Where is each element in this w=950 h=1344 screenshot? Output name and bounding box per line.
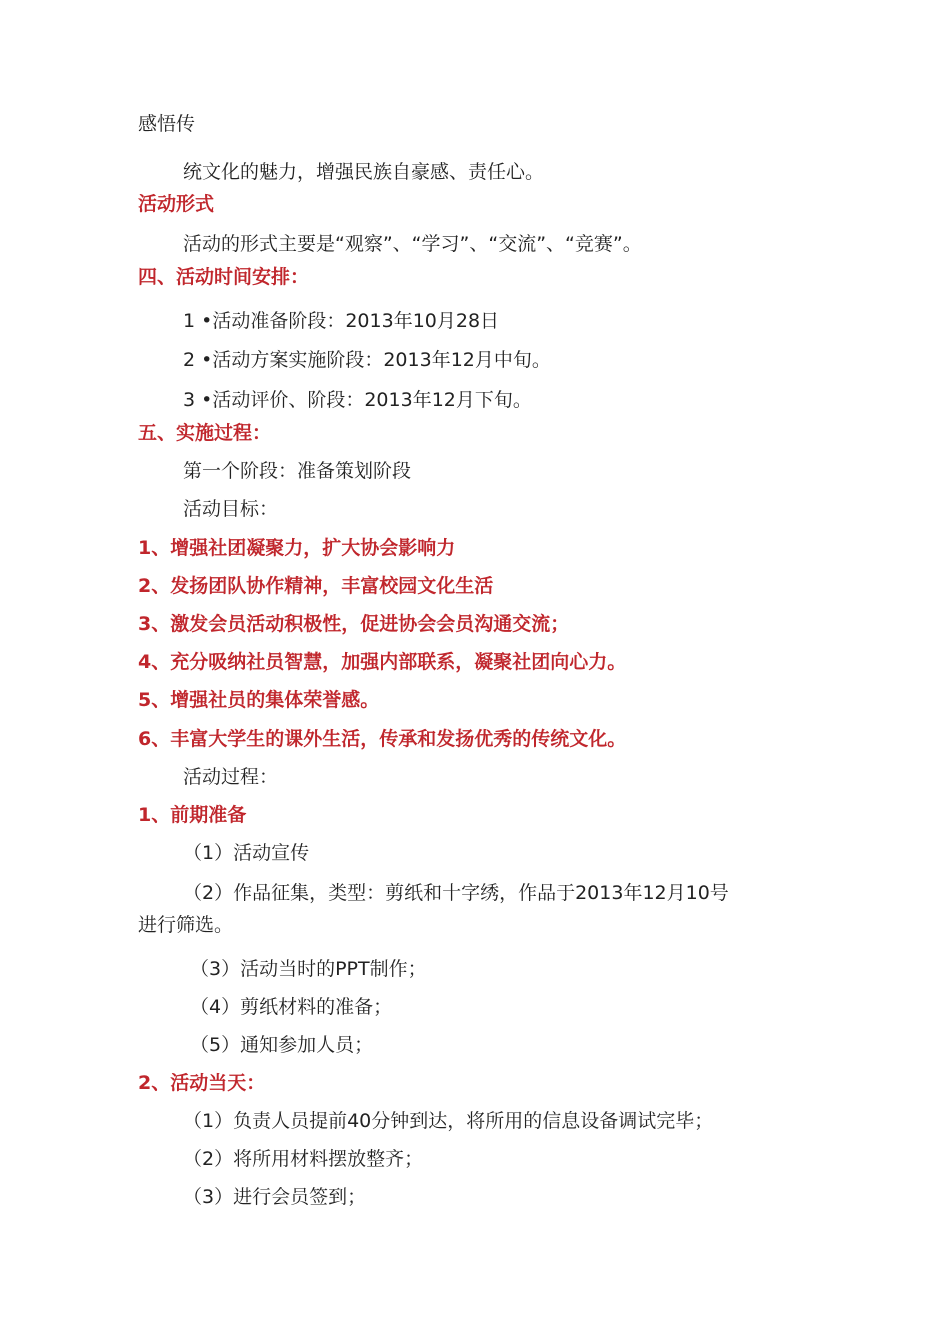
list-item: （5）通知参加人员； xyxy=(190,1034,374,1056)
list-item: （1）负责人员提前40分钟到达，将所用的信息设备调试完毕； xyxy=(183,1110,714,1132)
list-item: （1）活动宣传 xyxy=(183,842,310,864)
goal-item: 6、丰富大学生的课外生活，传承和发扬优秀的传统文化。 xyxy=(138,728,627,750)
section-heading: 五、实施过程： xyxy=(138,422,272,444)
list-item: （3）活动当时的PPT制作； xyxy=(190,958,427,980)
section-heading: 活动形式 xyxy=(138,193,215,215)
goal-item: 1、增强社团凝聚力，扩大协会影响力 xyxy=(138,537,456,559)
list-item: （2）作品征集，类型：剪纸和十字绣，作品于2013年12月10号 xyxy=(183,882,729,904)
list-item: （3）进行会员签到； xyxy=(183,1186,367,1208)
text-line: 第一个阶段：准备策划阶段 xyxy=(183,460,412,482)
text-line: 统文化的魅力，增强民族自豪感、责任心。 xyxy=(183,161,545,183)
text-line: 进行筛选。 xyxy=(138,914,234,936)
goal-item: 3、激发会员活动积极性，促进协会会员沟通交流； xyxy=(138,613,570,635)
text-line: 感悟传 xyxy=(138,113,196,135)
schedule-item: 3 •活动评价、阶段：2013年12月下旬。 xyxy=(183,389,532,411)
list-item: （2）将所用材料摆放整齐； xyxy=(183,1148,424,1170)
section-heading: 1、前期准备 xyxy=(138,804,247,826)
schedule-item: 1 •活动准备阶段：2013年10月28日 xyxy=(183,310,500,332)
text-line: 活动过程： xyxy=(183,766,279,788)
goal-item: 5、增强社员的集体荣誉感。 xyxy=(138,689,380,711)
goal-item: 4、充分吸纳社员智慧，加强内部联系，凝聚社团向心力。 xyxy=(138,651,627,673)
text-line: 活动的形式主要是“观察”、“学习”、“交流”、“竞赛”。 xyxy=(183,233,642,255)
schedule-item: 2 •活动方案实施阶段：2013年12月中旬。 xyxy=(183,349,551,371)
section-heading: 2、活动当天： xyxy=(138,1072,266,1094)
list-item: （4）剪纸材料的准备； xyxy=(190,996,393,1018)
section-heading: 四、活动时间安排： xyxy=(138,266,310,288)
text-line: 活动目标： xyxy=(183,498,279,520)
goal-item: 2、发扬团队协作精神，丰富校园文化生活 xyxy=(138,575,494,597)
